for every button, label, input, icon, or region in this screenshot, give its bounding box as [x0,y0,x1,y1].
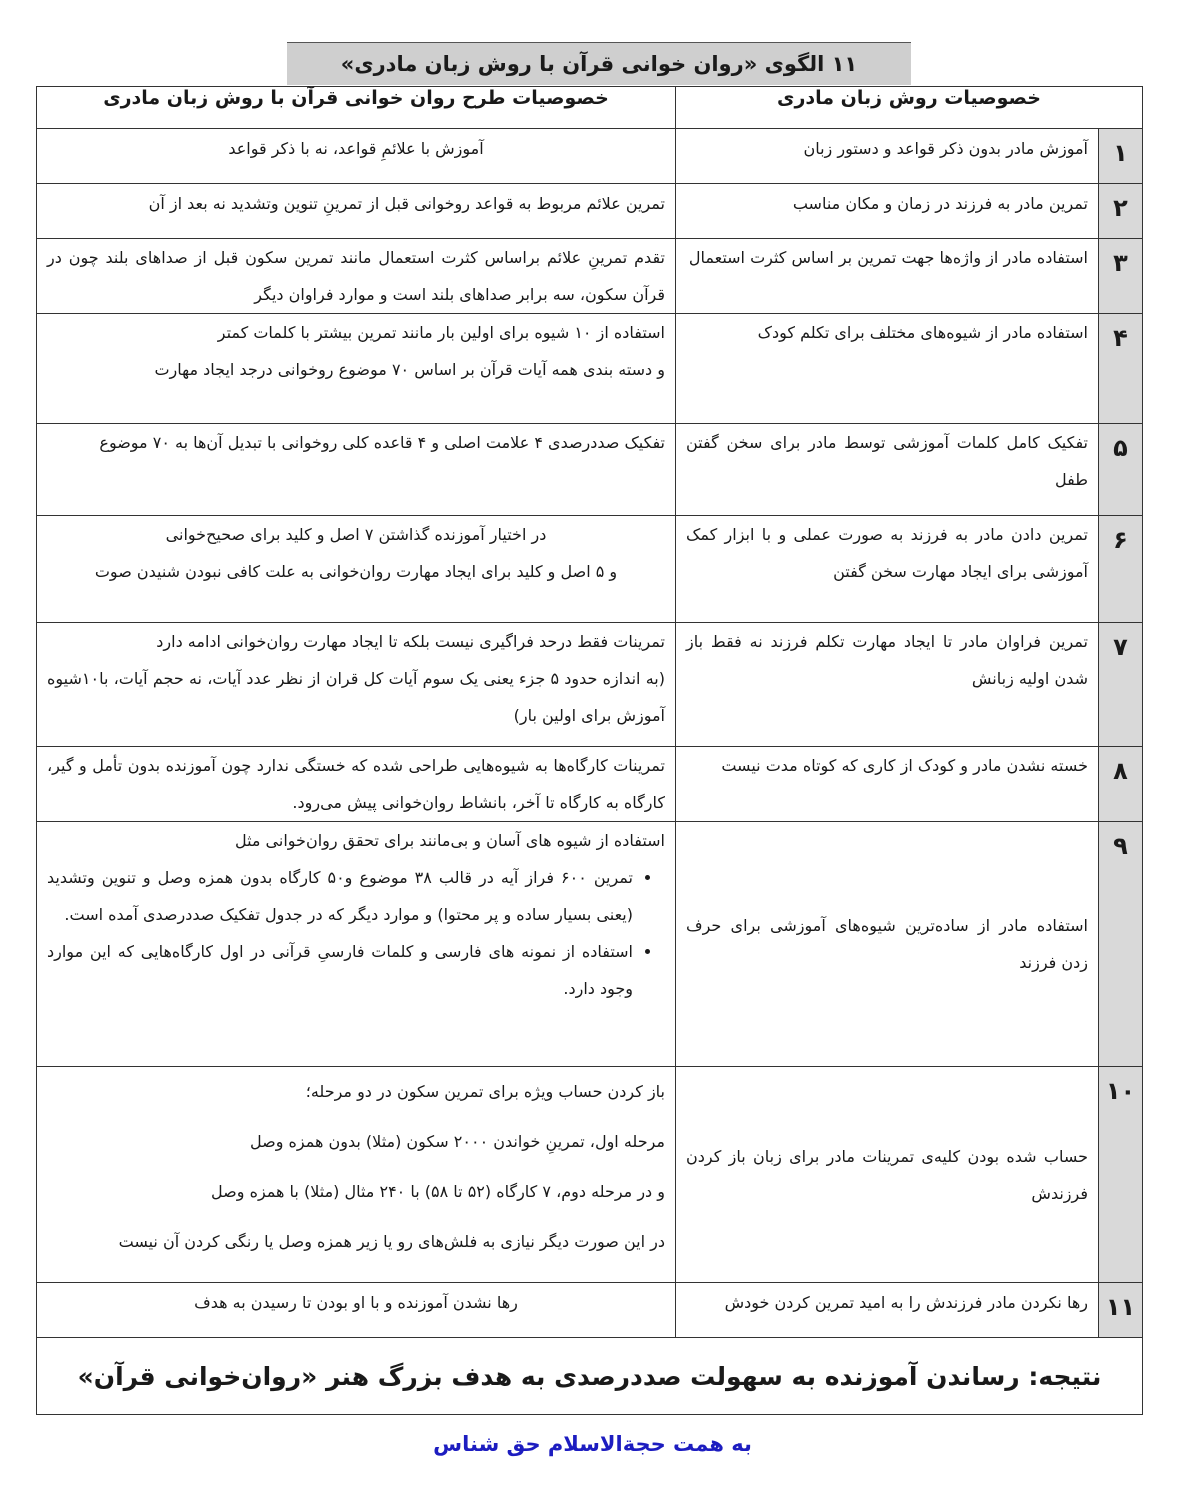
plan-line: در اختیار آموزنده گذاشتن ۷ اصل و کلید برای صحیح‌خوانی [165,525,547,544]
plan-line: باز کردن حساب ویژه برای تمرین سکون در دو مرحله؛ [305,1082,665,1101]
table-row [37,129,1143,184]
footer-credit: به همت حجةالاسلام حق شناس [433,1432,752,1456]
mother-cell: استفاده مادر از شیوه‌های مختلف برای تکلم کودک [676,314,1099,424]
result-row [37,1338,1143,1415]
mother-cell: تمرین مادر به فرزند در زمان و مکان مناسب [676,184,1099,239]
row-number: ۵ [1099,424,1143,516]
header-mother: خصوصیات روش زبان مادری [676,87,1143,129]
plan-line: و دسته بندی همه آیات قرآن بر اساس ۷۰ موضوع روخوانی درجد ایجاد مهارت [154,360,665,379]
table-row [37,314,1143,424]
table-row [37,516,1143,623]
plan-cell [37,314,676,424]
mother-cell: تمرین دادن مادر به فرزند به صورت عملی و با ابزار کمک آموزشی برای ایجاد مهارت سخن گفتن [676,516,1099,623]
mother-cell: آموزش مادر بدون ذکر قواعد و دستور زبان [676,129,1099,184]
plan-cell: رها نشدن آموزنده و با او بودن تا رسیدن به هدف [37,1283,676,1338]
plan-line: در این صورت دیگر نیازی به فلش‌های رو یا زیر همزه وصل یا رنگی کردن آن نیست [118,1232,665,1251]
row-number: ۸ [1099,747,1143,822]
table-row [37,424,1143,516]
result-text: نتیجه: رساندن آموزنده به سهولت صددرصدی به هدف بزرگ هنر «روان‌خوانی قرآن» [37,1338,1143,1415]
plan-cell: تمرین علائم مربوط به قواعد روخوانی قبل از تمرینِ تنوین وتشدید نه بعد از آن [37,184,676,239]
plan-line: تمرینات فقط درحد فراگیری نیست بلکه تا ایجاد مهارت روان‌خوانی ادامه دارد [156,632,665,651]
row-number: ۴ [1099,314,1143,424]
plan-line: (به اندازه حدود ۵ جزء یعنی یک سوم آیات کل قران از نظر عدد آیات، نه حجم آیات، با۱۰شیوه آموزش برای اولین بار) [47,669,665,725]
plan-cell: تفکیک صددرصدی ۴ علامت اصلی و ۴ قاعده کلی روخوانی با تبدیل آن‌ها به ۷۰ موضوع [37,424,676,516]
plan-cell: تمرینات کارگاه‌ها به شیوه‌هایی طراحی شده که خستگی ندارد چون آموزنده بدون تأمل و گیر، کارگاه به کارگاه تا آخر، بانشاط روان‌خوانی پیش می‌رود. [37,747,676,822]
plan-line: و در مرحله دوم، ۷ کارگاه (۵۲ تا ۵۸) با ۲۴۰ مثال (مثلا) با همزه وصل [211,1182,665,1201]
plan-cell [37,822,676,1067]
table-row [37,747,1143,822]
row-number: ۱۱ [1099,1283,1143,1338]
mother-cell: رها نکردن مادر فرزندش را به امید تمرین کردن خودش [676,1283,1099,1338]
mother-cell: تفکیک کامل کلمات آموزشی توسط مادر برای سخن گفتن طفل [676,424,1099,516]
list-item: • استفاده از نمونه های فارسی و کلمات فارسیِ قرآنی در اول کارگاه‌هایی که این موارد وجود دارد. [47,933,633,1007]
plan-cell [37,1067,676,1283]
comparison-table [36,86,1143,1415]
plan-cell: تقدم تمرینِ علائم براساس کثرت استعمال مانند تمرین سکون قبل از صداهای بلند چون در قرآن سکون، سه برابر صداهای بلند است و موارد فراوان دیگر [37,239,676,314]
plan-cell: آموزش با علائمِ قواعد، نه با ذکر قواعد [37,129,676,184]
row-number: ۶ [1099,516,1143,623]
row-number: ۱۰ [1099,1067,1143,1283]
plan-cell [37,623,676,747]
page-title: ۱۱ الگوی «روان خوانی قرآن با روش زبان مادری» [287,42,911,85]
table-row [37,822,1143,1067]
mother-cell: استفاده مادر از واژه‌ها جهت تمرین بر اساس کثرت استعمال [676,239,1099,314]
plan-line: و ۵ اصل و کلید برای ایجاد مهارت روان‌خوانی به علت کافی نبودن شنیدن صوت [94,562,618,581]
table-header-row [37,87,1143,129]
table-row [37,239,1143,314]
table-row [37,1283,1143,1338]
row-number: ۹ [1099,822,1143,1067]
list-item: • تمرین ۶۰۰ فراز آیه در قالب ۳۸ موضوع و۵۰ کارگاه بدون همزه وصل و تنوین وتشدید (یعنی بسیار ساده و پر محتوا) و موارد دیگر که در جدول تفکیک صددرصدی آمده است. [47,859,633,933]
mother-cell: استفاده مادر از ساده‌ترین شیوه‌های آموزشی برای حرف زدن فرزند [676,822,1099,1067]
plan-line: استفاده از ۱۰ شیوه برای اولین بار مانند تمرین بیشتر با کلمات کمتر [217,323,665,342]
mother-cell: تمرین فراوان مادر تا ایجاد مهارت تکلم فرزند نه فقط باز شدن اولیه زبانش [676,623,1099,747]
row-number: ۲ [1099,184,1143,239]
plan-cell [37,516,676,623]
table-row [37,184,1143,239]
mother-cell: حساب شده بودن کلیه‌ی تمرینات مادر برای زبان باز کردن فرزندش [676,1067,1099,1283]
plan-line: مرحله اول، تمرینِ خواندن ۲۰۰۰ سکون (مثلا) بدون همزه وصل [250,1132,665,1151]
row-number: ۳ [1099,239,1143,314]
plan-bullet-list [47,859,665,1007]
row-number: ۱ [1099,129,1143,184]
mother-cell: خسته نشدن مادر و کودک از کاری که کوتاه مدت نیست [676,747,1099,822]
table-row [37,1067,1143,1283]
header-plan: خصوصیات طرح روان خوانی قرآن با روش زبان مادری [37,87,676,129]
row-number: ۷ [1099,623,1143,747]
table-row [37,623,1143,747]
plan-intro: استفاده از شیوه های آسان و بی‌مانند برای تحقق روان‌خوانی مثل [234,831,665,850]
